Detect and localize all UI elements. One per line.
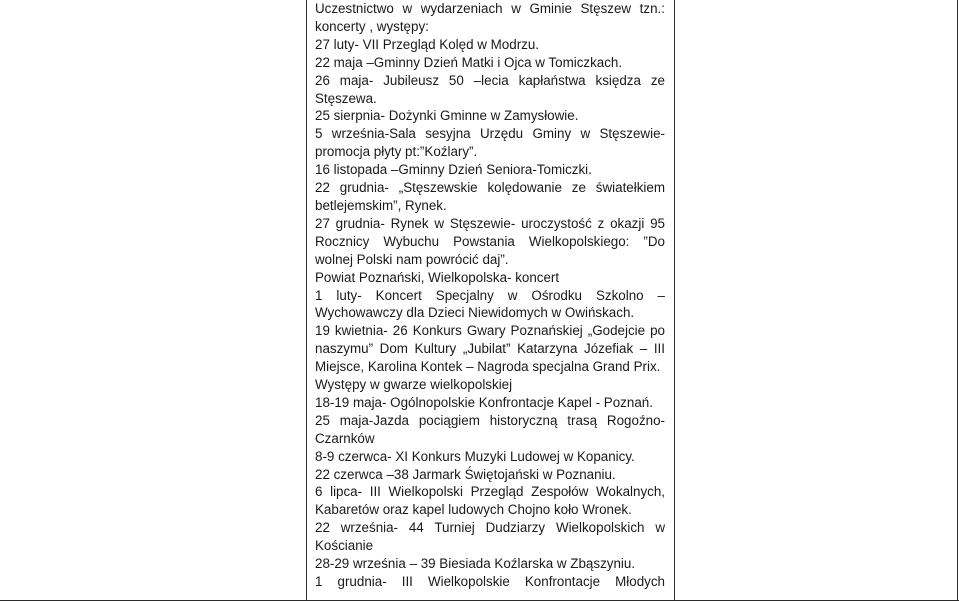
paragraph: 22 czerwca –38 Jarmark Świętojański w Poznaniu.	[315, 466, 616, 482]
paragraph: 26 maja- Jubileusz 50 –lecia kapłaństwa księdza ze Stęszewa.	[315, 72, 665, 106]
paragraph: 25 maja-Jazda pociągiem historyczną trasą Rogoźno-Czarnków	[315, 412, 665, 446]
paragraph: 28-29 września – 39 Biesiada Koźlarska w Zbąszyniu.	[315, 556, 636, 572]
paragraph: 22 maja –Gminny Dzień Matki i Ojca w Tomiczkach.	[315, 54, 623, 70]
paragraph: 22 grudnia- „Stęszewskie kolędowanie ze światełkiem betlejemskim”, Rynek.	[315, 180, 665, 213]
paragraph: 16 listopada –Gminny Dzień Seniora-Tomiczki.	[315, 162, 592, 178]
paragraph: Występy w gwarze wielkopolskiej	[315, 377, 513, 393]
paragraph: Powiat Poznański, Wielkopolska- koncert	[315, 269, 560, 285]
paragraph: 1 luty- Koncert Specjalny w Ośrodku Szkolno – Wychowawczy dla Dzieci Niewidomych w Owińskach.	[315, 287, 665, 321]
table-column-divider-left	[306, 0, 307, 601]
paragraph: 27 luty- VII Przegląd Kolęd w Modrzu.	[315, 36, 540, 52]
paragraph: 8-9 czerwca- XI Konkurs Muzyki Ludowej w Kopanicy.	[315, 448, 635, 464]
paragraph: 22 września- 44 Turniej Dudziarzy Wielkopolskich w Kościanie	[315, 520, 665, 554]
table-column-divider-right	[674, 0, 675, 601]
paragraph: 18-19 maja- Ogólnopolskie Konfrontacje Kapel - Poznań.	[315, 394, 653, 410]
paragraph: 25 sierpnia- Dożynki Gminne w Zamysłowie.	[315, 108, 579, 124]
table-border-right	[957, 0, 958, 601]
paragraph: 6 lipca- III Wielkopolski Przegląd Zespołów Wokalnych, Kabaretów oraz kapel ludowych Chojno koło Wronek.	[315, 484, 665, 518]
paragraph: 19 kwietnia- 26 Konkurs Gwary Poznańskiej „Godejcie po naszymu” Dom Kultury „Jubilat” Katarzyna Józefiak – III Miejsce, Karolina Kontek – Nagroda specjalna Grand Prix.	[315, 323, 665, 375]
paragraph: 27 grudnia- Rynek w Stęszewie- uroczystość z okazji 95 Rocznicy Wybuchu Powstania Wielkopolskiego: ”Do wolnej Polski nam powrócić daj”.	[315, 215, 665, 267]
paragraph: Uczestnictwo w wydarzeniach w Gminie Stęszew tzn.: koncerty , występy:	[315, 1, 665, 34]
events-cell	[315, 0, 665, 591]
paragraph: 5 września-Sala sesyjna Urzędu Gminy w Stęszewie- promocja płyty pt:”Koźlary”.	[315, 126, 665, 160]
paragraph-truncated: 1 grudnia- III Wielkopolskie Konfrontacje Młodych	[315, 574, 665, 589]
